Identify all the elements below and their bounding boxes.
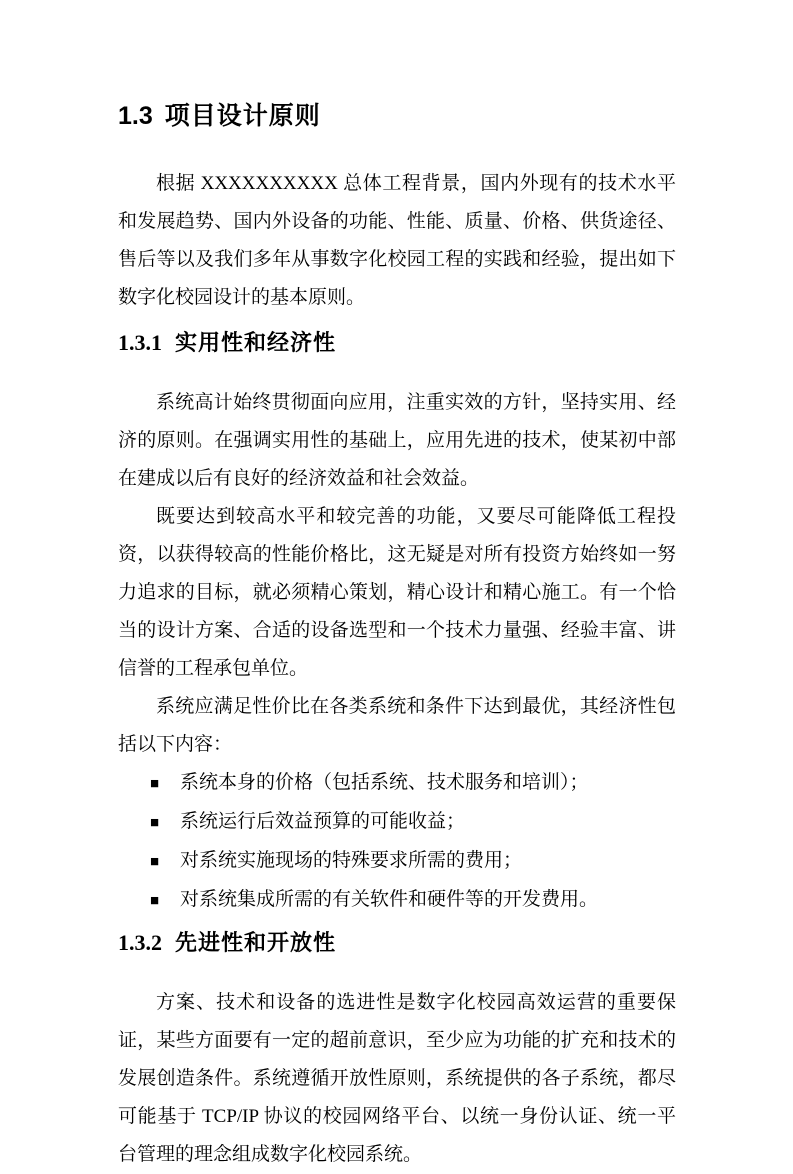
heading-title: 实用性和经济性 — [175, 330, 337, 355]
heading-number: 1.3.2 — [118, 930, 162, 955]
economics-bullet-list — [118, 764, 676, 920]
list-item-text: 系统运行后效益预算的可能收益； — [180, 811, 466, 832]
heading-number: 1.3.1 — [118, 330, 162, 355]
heading-title: 项目设计原则 — [164, 102, 321, 130]
list-item — [118, 764, 676, 803]
heading-title: 先进性和开放性 — [175, 930, 337, 955]
square-bullet-icon: ■ — [150, 854, 160, 870]
intro-paragraph: 根据 XXXXXXXXXX 总体工程背景，国内外现有的技术水平和发展趋势、国内外设备的功能、性能、质量、价格、供货途径、售后等以及我们多年从事数字化校园工程的实践和经验，提出如下数字化校园设计的基本原则。 — [118, 173, 676, 308]
square-bullet-icon: ■ — [150, 893, 160, 909]
paragraph: 既要达到较高水平和较完善的功能，又要尽可能降低工程投资，以获得较高的性能价格比，这无疑是对所有投资方始终如一努力追求的目标，就必须精心策划，精心设计和精心施工。有一个恰当的设计方案、合适的设备选型和一个技术力量强、经验丰富、讲信誉的工程承包单位。 — [118, 506, 676, 679]
square-bullet-icon: ■ — [150, 776, 160, 792]
square-bullet-icon: ■ — [150, 815, 160, 831]
list-item — [118, 803, 676, 842]
list-item-text: 对系统实施现场的特殊要求所需的费用； — [180, 850, 523, 871]
heading-number: 1.3 — [118, 102, 153, 130]
list-item-text: 对系统集成所需的有关软件和硬件等的开发费用。 — [180, 889, 599, 910]
paragraph: 系统应满足性价比在各类系统和条件下达到最优，其经济性包括以下内容： — [118, 696, 676, 755]
list-item — [118, 842, 676, 881]
section-heading-1-3-2 — [118, 928, 676, 958]
section-heading-1-3 — [118, 100, 676, 132]
paragraph: 方案、技术和设备的选进性是数字化校园高效运营的重要保证，某些方面要有一定的超前意识，至少应为功能的扩充和技术的发展创造条件。系统遵循开放性原则，系统提供的各子系统，都尽可能基于 TCP/IP 协议的校园网络平台、以统一身份认证、统一平台管理的理念组成数字化校园系统。 — [118, 992, 676, 1165]
section-heading-1-3-1 — [118, 328, 676, 358]
list-item-text: 系统本身的价格（包括系统、技术服务和培训）； — [180, 772, 589, 793]
paragraph: 系统高计始终贯彻面向应用，注重实效的方针，坚持实用、经济的原则。在强调实用性的基础上，应用先进的技术，使某初中部在建成以后有良好的经济效益和社会效益。 — [118, 392, 676, 489]
list-item — [118, 881, 676, 920]
